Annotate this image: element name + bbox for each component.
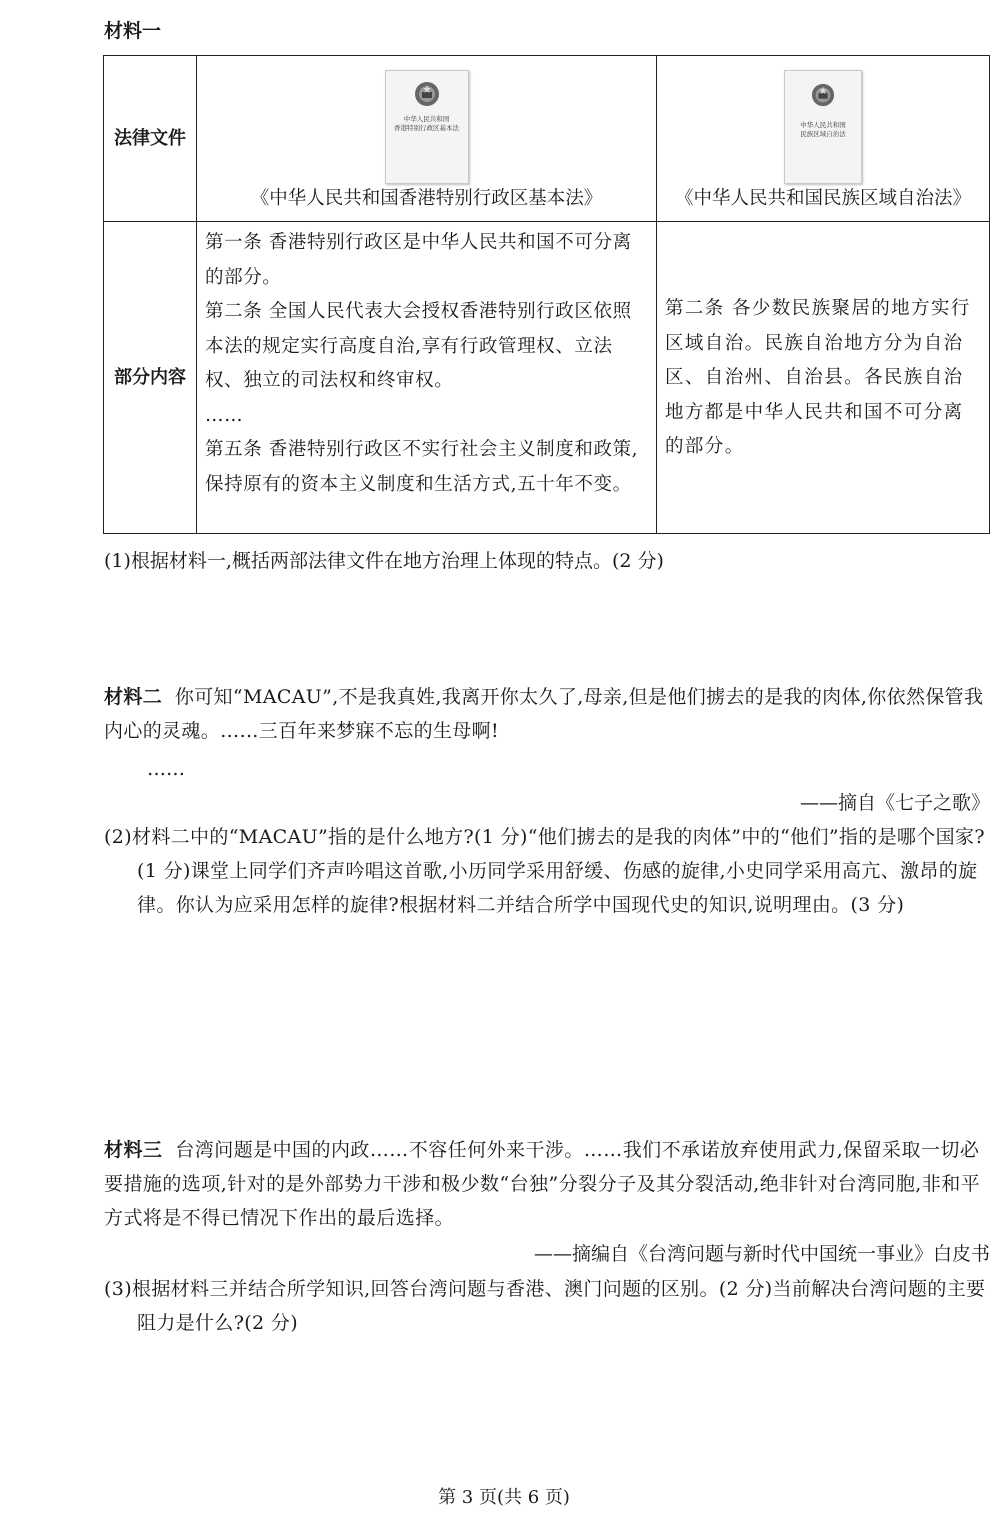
page-number: 第 3 页(共 6 页) xyxy=(438,1487,570,1508)
row-label-content: 部分内容 xyxy=(104,222,197,534)
table-row xyxy=(104,222,990,534)
article-1: 第一条 香港特别行政区是中华人民共和国不可分离的部分。 xyxy=(205,232,632,288)
doc1-cover-line: 中华人民共和国 xyxy=(403,115,450,123)
doc2-content-cell xyxy=(657,222,990,534)
doc2-title: 《中华人民共和国民族区域自治法》 xyxy=(674,188,971,209)
question-2: (2)材料二中的“MACAU”指的是什么地方?(1 分)“他们掳去的是我的肉体”中的“他们”指的是哪个国家?(1 分)课堂上同学们齐声吟唱这首歌,小历同学采用舒缓、伤感的旋律,小史同学采用高亢、激昂的旋律。你认为应采用怎样的旋律?根据材料二并结合所学中国现代史的知识,说明理由。(3 分) xyxy=(104,826,985,916)
doc2-cover-line: 民族区域自治法 xyxy=(800,130,846,138)
autonomy-law-cover-image xyxy=(784,70,862,184)
table-row xyxy=(104,56,990,222)
doc1-cell xyxy=(197,56,657,222)
doc2-cell xyxy=(657,56,990,222)
material2-source: ——摘自《七子之歌》 xyxy=(799,792,990,814)
law-comparison-table xyxy=(103,55,990,534)
material2-ellipsis: …… xyxy=(147,758,185,780)
material1-heading: 材料一 xyxy=(104,20,162,42)
question-3: (3)根据材料三并结合所学知识,回答台湾问题与香港、澳门问题的区别。(2 分)当前解决台湾问题的主要阻力是什么?(2 分) xyxy=(104,1278,986,1334)
ellipsis: …… xyxy=(205,404,244,426)
national-emblem-icon xyxy=(414,81,440,107)
hk-basic-law-cover-image xyxy=(385,70,469,184)
material2-label: 材料二 xyxy=(104,686,163,708)
article-5: 第五条 香港特别行政区不实行社会主义制度和政策,保持原有的资本主义制度和生活方式,五十年不变。 xyxy=(205,439,639,495)
row-label-documents: 法律文件 xyxy=(104,56,197,222)
autonomy-article-2: 第二条 各少数民族聚居的地方实行区域自治。民族自治地方分为自治区、自治州、自治县。各民族自治地方都是中华人民共和国不可分离的部分。 xyxy=(665,298,971,457)
national-emblem-icon xyxy=(811,83,835,107)
article-2: 第二条 全国人民代表大会授权香港特别行政区依照本法的规定实行高度自治,享有行政管理权、立法权、独立的司法权和终审权。 xyxy=(205,301,632,391)
doc1-cover-line: 香港特别行政区基本法 xyxy=(394,124,459,132)
material3-label: 材料三 xyxy=(104,1139,163,1161)
material2-paragraph xyxy=(104,680,992,748)
doc1-title: 《中华人民共和国香港特别行政区基本法》 xyxy=(250,188,603,209)
material3-source: ——摘编自《台湾问题与新时代中国统一事业》白皮书 xyxy=(533,1243,990,1265)
material2-text: 你可知“MACAU”,不是我真姓,我离开你太久了,母亲,但是他们掳去的是我的肉体,你依然保管我内心的灵魂。……三百年来梦寐不忘的生母啊! xyxy=(104,686,984,742)
material3-text: 台湾问题是中国的内政……不容任何外来干涉。……我们不承诺放弃使用武力,保留采取一切必要措施的选项,针对的是外部势力干涉和极少数“台独”分裂分子及其分裂活动,绝非针对台湾同胞,非和平方式将是不得已情况下作出的最后选择。 xyxy=(104,1139,981,1229)
question-1: (1)根据材料一,概括两部法律文件在地方治理上体现的特点。(2 分) xyxy=(104,550,664,572)
material3-paragraph xyxy=(104,1133,992,1235)
doc1-content-cell xyxy=(197,222,657,534)
doc2-cover-line: 中华人民共和国 xyxy=(800,121,846,129)
